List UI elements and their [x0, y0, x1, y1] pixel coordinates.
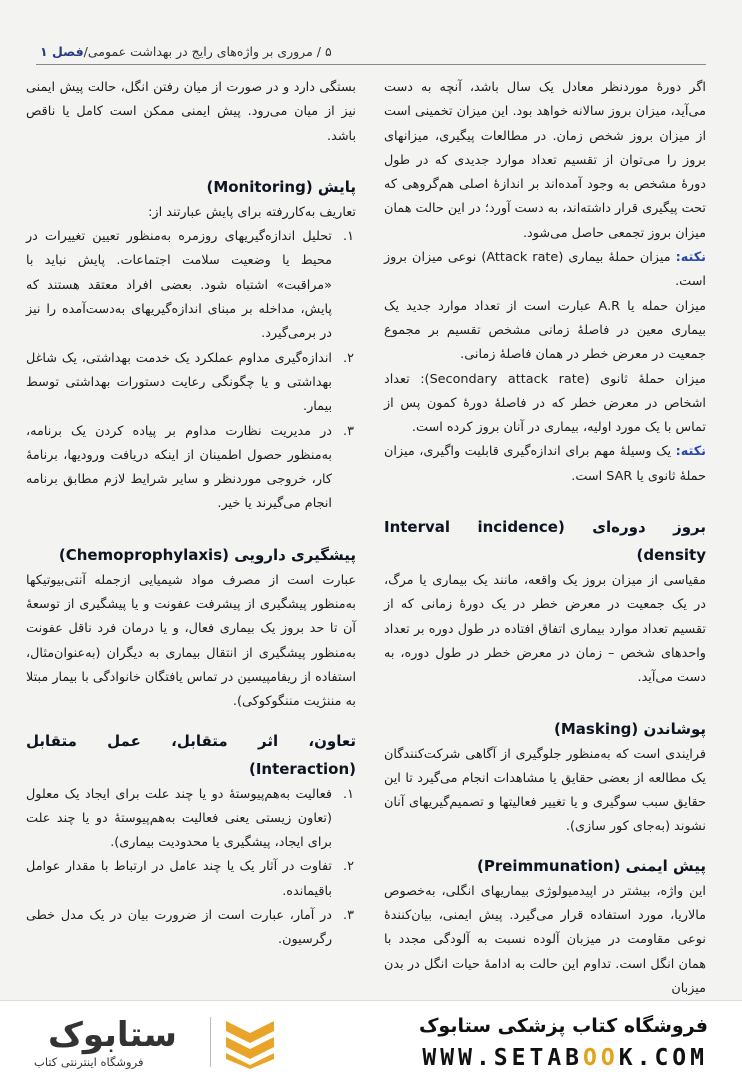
list-item [26, 420, 356, 517]
paragraph: عبارت است از مصرف مواد شیمیایی ازجمله آنتی‌بیوتیکها به‌منظور پیشگیری از پیشرفت عفونت و یا پیشگیری از توسعهٔ آن تا حد بروز یک بیماری فعال، و یا درمان فرد ناقل عفونت به‌منظور پیشگیری از انتقال بیماری به دیگران (به‌عنوان‌مثال، استفاده از ریفامپیسین در تماس یافتگان خانوادگی با بیمار مبتلا به مننژیت مننگوکوکی). [26, 572, 356, 710]
header-sep: / [312, 43, 325, 59]
list-text: در آمار، عبارت است از ضرورت بیان در یک مدل خطی رگرسیون. [26, 908, 332, 948]
heading-interval-incidence: بروز دوره‌ای (Interval incidence density) [384, 518, 707, 565]
chapter-title: مروری بر واژه‌های رایج در بهداشت عمومی [87, 43, 313, 59]
monitoring-list [26, 225, 356, 517]
paragraph: میزان حمله یا A.R عبارت است از تعداد موارد جدید یک بیماری معین در فاصلهٔ زمانی مشخص تقسیم بر مجموع جمعیت در معرض خطر در همان فاصلهٔ زمانی. [384, 298, 706, 363]
heading-preimmunation: پیش ایمنی (Preimmunation) [477, 856, 706, 875]
list-text: فعالیت به‌هم‌پیوستهٔ دو یا چند علت برای ایجاد یک معلول (تعاون زیستی یعنی فعالیت به‌هم‌پیوستهٔ دو یا چند علت برای ایجاد، پیشگیری یا محدودیت بیماری). [26, 786, 332, 851]
heading-monitoring: پایش (Monitoring) [206, 177, 356, 196]
list-text: تحلیل اندازه‌گیریهای روزمره به‌منظور تعیین تغییرات در محیط یا وضعیت سلامت اجتماعات. پایش نباید با «مراقبت» اشتباه شود. بعضی افراد معتقد هستند که پایش، مداخله بر مبنای اندازه‌گیریهای به‌دست‌آمده را نیز در برمی‌گیرد. [26, 229, 332, 342]
paragraph: فرایندی است که به‌منظور جلوگیری از آگاهی شرکت‌کنندگان یک مطالعه از بعضی حقایق یا مشاهدات انجام می‌گیرد تا این حقایق سبب سوگیری و یا تغییر فعالیتها و تصمیم‌گیریهای آنان نشوند (به‌جای کور سازی). [384, 746, 706, 835]
paragraph: اگر دورهٔ موردنظر معادل یک سال باشد، آنچه به دست می‌آید، میزان بروز سالانه خواهد بود. این میزان تخمینی است از میزان بروز شخص زمان. در مطالعات پیگیری، میزانهای بروز را می‌توان از تقسیم تعداد موارد جدیدی که در طول دورهٔ مشخص به وجود آمده‌اند بر اندازهٔ اصلی هم‌گروهی که تحت پیگیری قرار داشته‌اند، به دست آورد؛ در این حالت همان میزان بروز تجمعی حاصل می‌شود. [384, 80, 706, 241]
list-number: ۱. [343, 229, 354, 245]
note-paragraph [384, 440, 706, 489]
list-number: ۲. [343, 350, 354, 366]
logo-text: ستابوک [48, 1015, 177, 1055]
paragraph: مقیاسی از میزان بروز یک واقعه، مانند یک بیماری یا مرگ، در یک جمعیت در معرض خطر در یک دورهٔ زمانی که از تقسیم تعداد موارد بیماری اتفاق افتاده در طول دوره بر تعداد واحدهای شخص – زمان در معرض خطر در طول دوره، به دست می‌آید. [384, 573, 706, 686]
left-column [26, 76, 356, 953]
list-item [26, 904, 356, 953]
interaction-list [26, 783, 356, 953]
paragraph: تعاریف به‌کاررفته برای پایش عبارتند از: [148, 204, 356, 220]
list-item [26, 225, 356, 346]
right-column [384, 76, 706, 1001]
page-number: ۵ [324, 43, 332, 59]
list-number: ۱. [343, 786, 354, 802]
paragraph: این واژه، بیشتر در اپیدمیولوژی بیماریهای انگلی، به‌خصوص مالاریا، مورد استفاده قرار می‌گیرد. پیش ایمنی، بیان‌کنندهٔ نوعی مقاومت در میزبان آلوده نسبت به آلودگی مجدد با همان انگل است. تداوم این حالت به ادامهٔ حیات انگل در بدن میزبان [384, 883, 706, 996]
logo-subtitle: فروشگاه اینترنتی کتاب [34, 1055, 144, 1069]
page-header [36, 38, 706, 64]
list-number: ۳. [343, 908, 354, 924]
list-text: در مدیریت نظارت مداوم بر پیاده کردن یک برنامه، به‌منظور حصول اطمینان از اینکه دریافت ورودیها، برنامهٔ کار، خروجی موردنظر و سایر شرایط لازم مطابق برنامه انجام می‌گیرند یا خیر. [26, 423, 332, 512]
note-key: نکته: [675, 444, 706, 460]
note-paragraph [384, 246, 706, 295]
paragraph: بستگی دارد و در صورت از میان رفتن انگل، حالت پیش ایمنی نیز از میان می‌رود. پیش ایمنی ممکن است کامل یا ناقص باشد. [26, 80, 356, 144]
header-sep: / [83, 43, 88, 59]
paragraph: میزان حملهٔ ثانوی (Secondary attack rate): تعداد اشخاص در معرض خطر که در فاصلهٔ دورهٔ کمون پس از تماس با یک مورد اولیه، بیماری در آنان بروز کرده است. [384, 371, 707, 436]
heading-interaction: تعاون، اثر متقابل، عمل متقابل (Interaction) [26, 731, 356, 778]
shop-title: فروشگاه کتاب پزشکی ستابوک [418, 1015, 708, 1037]
list-item [26, 855, 356, 904]
list-number: ۳. [343, 423, 354, 439]
shop-url[interactable]: WWW.SETABOOK.COM [422, 1045, 708, 1071]
heading-chemoprophylaxis: پیشگیری دارویی (Chemoprophylaxis) [58, 545, 356, 564]
note-text: یک وسیلهٔ مهم برای اندازه‌گیری قابلیت واگیری، میزان حملهٔ ثانوی یا SAR است. [384, 444, 706, 484]
list-item [26, 347, 356, 420]
chapter-label: فصل ۱ [40, 43, 84, 59]
book-chevron-icon [222, 1015, 278, 1069]
watermark-footer [0, 1000, 742, 1081]
list-text: تفاوت در آثار یک یا چند عامل در ارتباط با مقدار عوامل باقیمانده. [26, 859, 332, 899]
list-item [26, 783, 356, 856]
heading-masking: پوشاندن (Masking) [554, 719, 706, 738]
header-divider [36, 64, 706, 65]
note-text: میزان حملهٔ بیماری (Attack rate) نوعی میزان بروز است. [384, 250, 706, 290]
note-key: نکته: [675, 250, 706, 266]
setabook-logo [20, 1011, 280, 1073]
logo-divider [210, 1017, 211, 1067]
list-number: ۲. [343, 859, 354, 875]
list-text: اندازه‌گیری مداوم عملکرد یک خدمت بهداشتی، یک شاغل بهداشتی و یا چگونگی رعایت دستورات بهداشتی توسط بیمار. [26, 350, 332, 415]
